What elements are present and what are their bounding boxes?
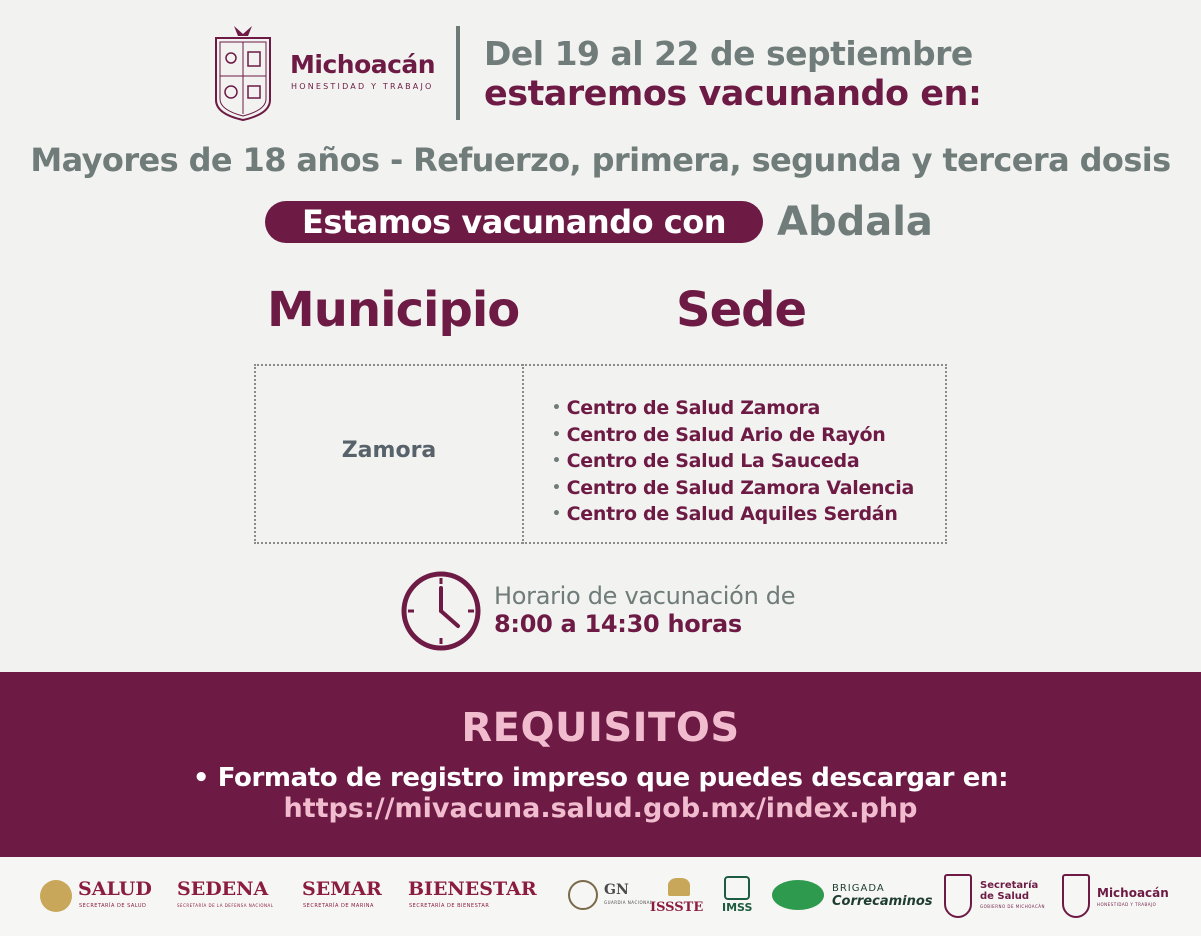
logo-gn: GN [604,882,629,898]
sede-item [552,449,914,476]
brand-name: Michoacán [290,50,436,79]
sede-item [552,396,914,423]
logo-salud: SALUD [78,878,152,900]
salud-seal-icon [40,880,72,912]
logo-michoacan-sub: HONESTIDAD Y TRABAJO [1097,902,1157,907]
sede-name: Centro de Salud La Sauceda [566,450,860,472]
sede-item [552,502,914,529]
logo-semar: SEMAR [302,878,382,900]
sede-name: Centro de Salud Ario de Rayón [566,423,886,446]
date-range: Del 19 al 22 de septiembre [484,34,973,73]
sede-item [552,476,914,503]
bullet: • [552,426,561,443]
logo-imss: IMSS [722,901,753,914]
sede-list [552,396,914,529]
bullet: • [552,506,561,522]
logo-sedena-sub: SECRETARÍA DE LA DEFENSA NACIONAL [177,903,274,908]
logo-secretaria-salud-2: de Salud [980,891,1030,902]
logo-secretaria-salud-1: Secretaría [980,880,1039,891]
vaccinating-heading: estaremos vacunando en: [484,74,982,114]
imss-emblem-icon [724,876,750,900]
requirements-item: • Formato de registro impreso que puedes descargar en: [192,763,1009,793]
logo-salud-sub: SECRETARÍA DE SALUD [79,903,147,909]
logo-issste: ISSSTE [650,900,704,915]
logo-correcaminos: Correcaminos [832,894,933,909]
schedule-hours: 8:00 a 14:30 horas [494,610,742,638]
clock-icon [400,570,482,652]
registration-link[interactable]: https://mivacuna.salud.gob.mx/index.php [283,793,918,824]
vaccine-pill: Estamos vacunando con [265,201,763,243]
sede-name: Centro de Salud Zamora Valencia [566,476,914,499]
bullet: • [552,479,561,496]
issste-emblem-icon [668,878,690,896]
logo-bienestar-sub: SECRETARÍA DE BIENESTAR [409,903,490,909]
vaccine-name: Abdala [777,199,933,245]
municipio-cell: Zamora [341,438,437,463]
sede-name: Centro de Salud Aquiles Serdán [566,503,898,525]
logo-michoacan: Michoacán [1097,886,1169,900]
logo-gn-sub: GUARDIA NACIONAL [604,900,653,905]
logo-secretaria-salud-sub: GOBIERNO DE MICHOACÁN [980,904,1045,909]
requirements-title: REQUISITOS [461,705,740,751]
sede-name: Centro de Salud Zamora [566,397,821,419]
table-divider [522,364,524,544]
michoacan-crest-icon [212,22,274,122]
schedule-label: Horario de vacunación de [494,582,796,610]
audience-subtitle: Mayores de 18 años - Refuerzo, primera, segunda y tercera dosis [30,141,1171,179]
logo-semar-sub: SECRETARÍA DE MARINA [303,903,374,909]
gn-seal-icon [568,880,598,910]
logo-bienestar: BIENESTAR [408,878,537,900]
bullet: • [552,453,561,469]
brand-tagline: HONESTIDAD Y TRABAJO [291,82,434,91]
column-header-sede: Sede [676,282,807,338]
logo-brigada: BRIGADA [832,883,885,894]
bullet: • [552,400,561,416]
sede-item [552,423,914,450]
correcaminos-icon [772,880,824,910]
michoacan-crest-small-icon [1062,874,1090,918]
secretaria-salud-crest-icon [944,874,972,918]
header-divider [456,26,460,120]
column-header-municipio: Municipio [267,282,520,338]
logo-sedena: SEDENA [177,878,269,900]
